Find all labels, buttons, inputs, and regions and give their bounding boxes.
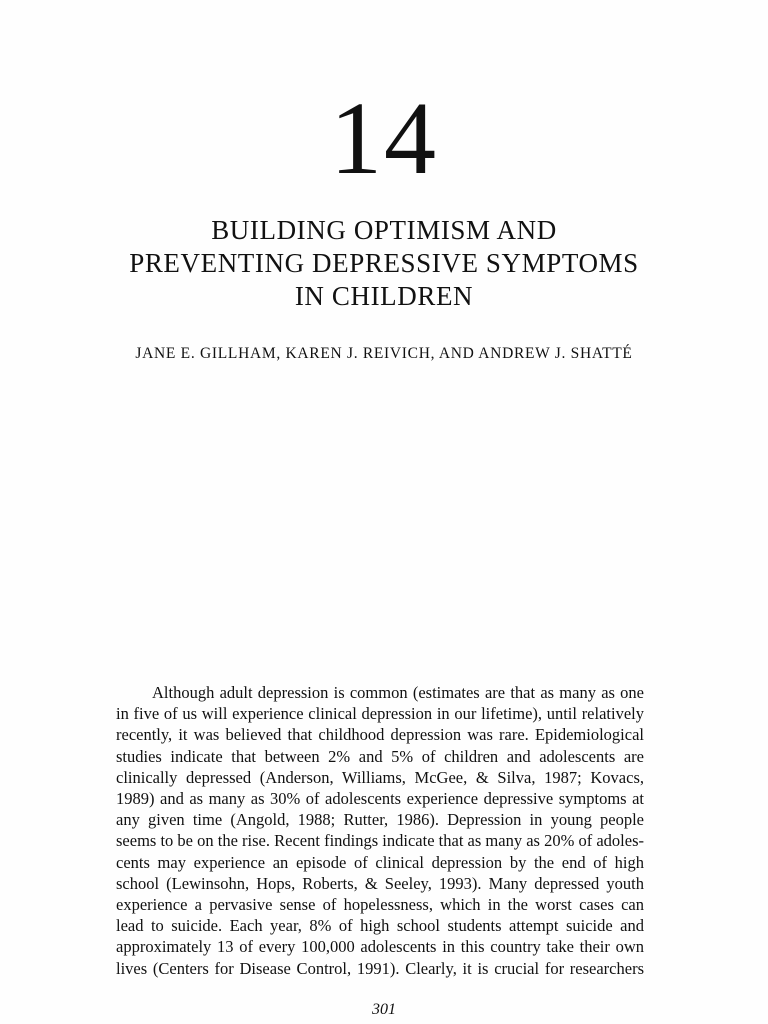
chapter-authors: JANE E. GILLHAM, KAREN J. REIVICH, AND ANDREW J. SHATTÉ <box>135 345 633 362</box>
chapter-title-line-3: IN CHILDREN <box>294 281 474 311</box>
body-line-5: clinically depressed (Anderson, Williams, McGee, & Silva, 1987; Kovacs, <box>116 767 644 787</box>
chapter-title-line-1: BUILDING OPTIMISM AND <box>211 215 557 245</box>
body-paragraph <box>116 682 644 979</box>
chapter-title-line-2: PREVENTING DEPRESSIVE SYMPTOMS <box>129 248 639 278</box>
body-line-12: lead to suicide. Each year, 8% of high school students attempt suicide and <box>116 916 644 936</box>
body-line-6: 1989) and as many as 30% of adolescents experience depressive symptoms at <box>116 789 644 809</box>
body-line-8: seems to be on the rise. Recent findings indicate that as many as 20% of adoles- <box>116 831 644 851</box>
body-line-10: school (Lewinsohn, Hops, Roberts, & Seeley, 1993). Many depressed youth <box>116 873 644 893</box>
body-line-4: studies indicate that between 2% and 5% of children and adolescents are <box>116 746 644 766</box>
body-line-14: lives (Centers for Disease Control, 1991). Clearly, it is crucial for researchers <box>116 958 644 978</box>
body-line-7: any given time (Angold, 1988; Rutter, 1986). Depression in young people <box>116 810 644 830</box>
body-line-9: cents may experience an episode of clinical depression by the end of high <box>116 852 644 872</box>
body-line-2: in five of us will experience clinical depression in our lifetime), until relatively <box>116 704 644 724</box>
body-line-1: Although adult depression is common (estimates are that as many as one <box>152 683 644 702</box>
body-line-13: approximately 13 of every 100,000 adolescents in this country take their own <box>116 937 644 957</box>
chapter-title <box>0 214 768 313</box>
chapter-number: 14 <box>330 81 438 196</box>
body-line-3: recently, it was believed that childhood depression was rare. Epidemiological <box>116 725 644 745</box>
body-line-11: experience a pervasive sense of hopelessness, which in the worst cases can <box>116 895 644 915</box>
page-number: 301 <box>372 1001 396 1018</box>
